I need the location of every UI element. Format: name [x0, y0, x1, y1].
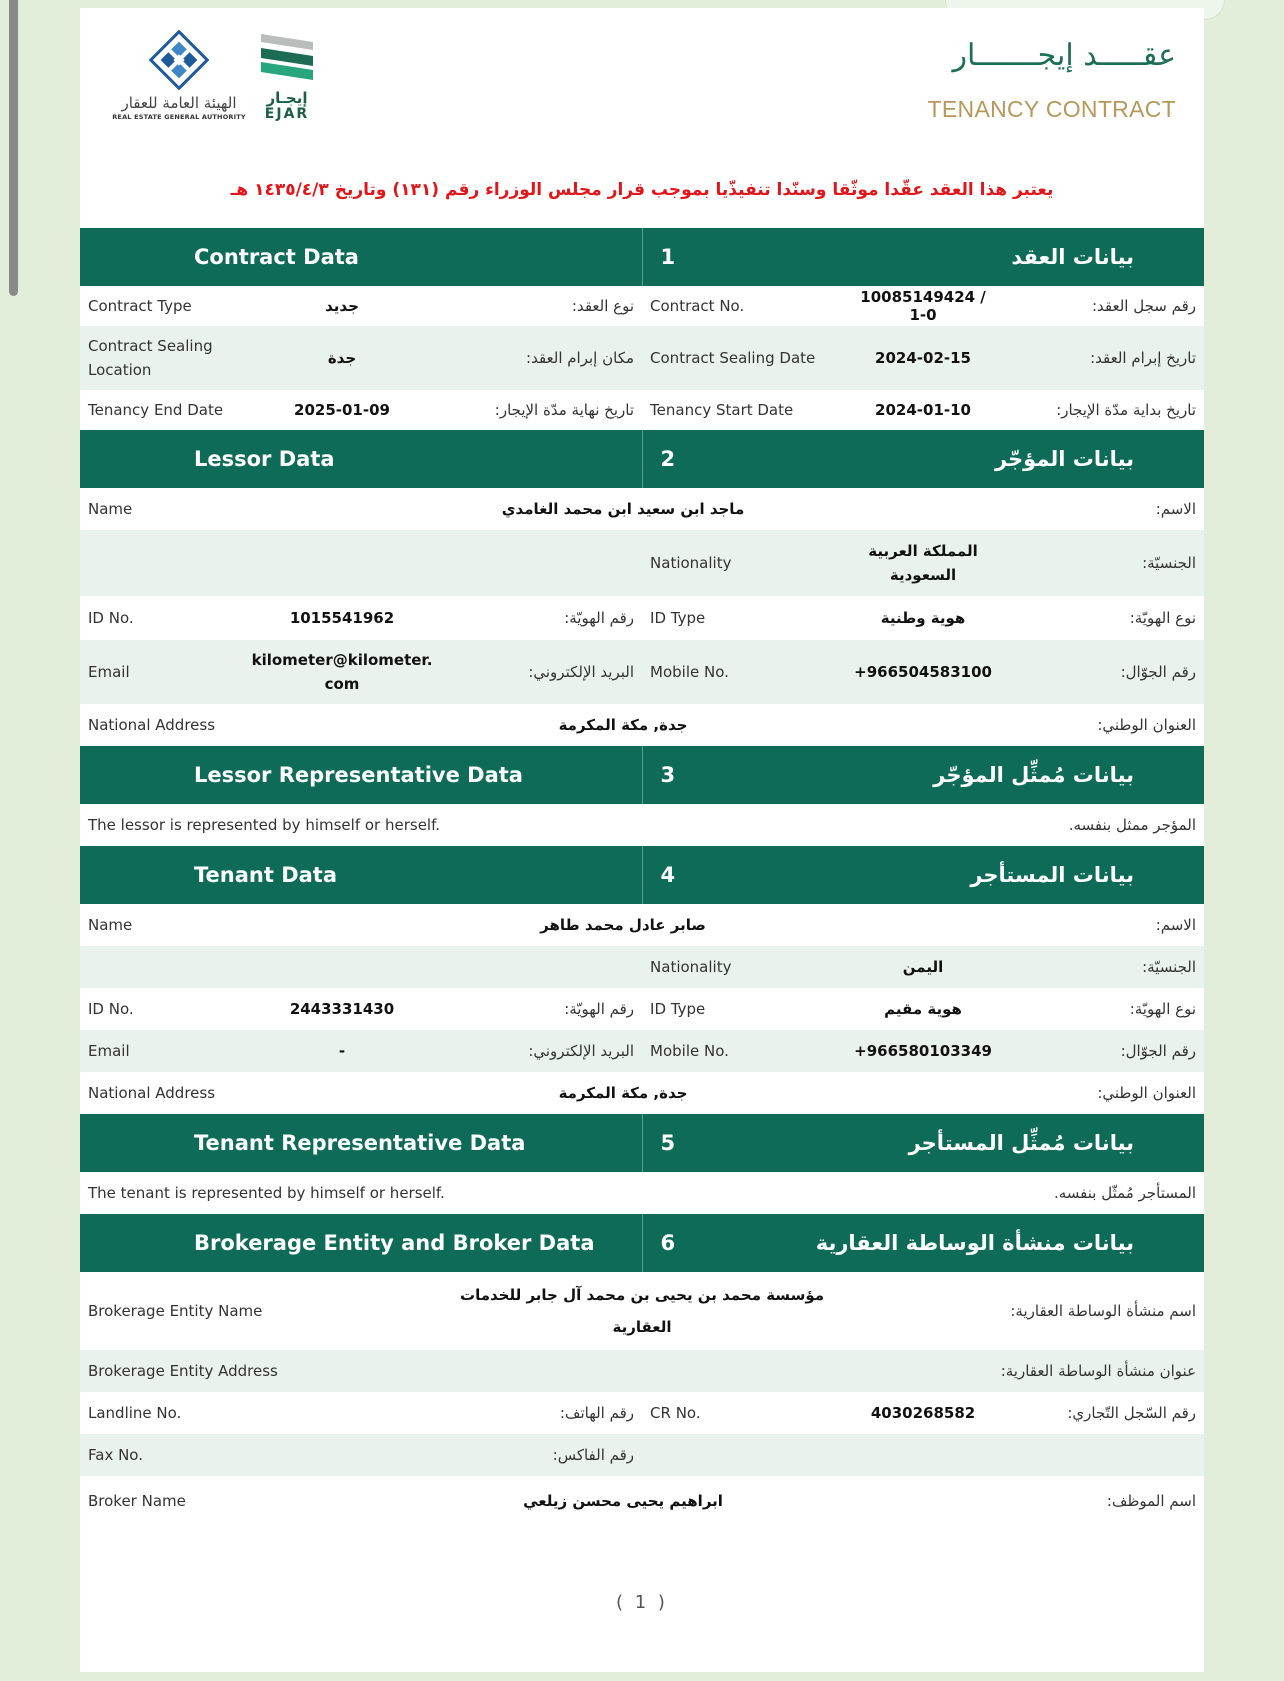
field-label-ar: البريد الإلكتروني:	[442, 640, 642, 704]
table-row	[80, 390, 1204, 430]
table-row	[80, 704, 1204, 746]
field-label-en: Contract Sealing Location	[80, 326, 242, 390]
field-label-ar: عنوان منشأة الوساطة العقارية:	[642, 1350, 1204, 1392]
table-row	[80, 804, 1204, 846]
section-number: 4	[660, 863, 676, 887]
contract-table	[80, 228, 1204, 1526]
field-label-ar: رقم الهويّة:	[442, 988, 642, 1030]
ejar-name-en: EJAR	[264, 106, 310, 122]
section-title-en: Lessor Representative Data	[80, 746, 642, 804]
field-value: 1015541962	[242, 596, 442, 640]
field-value: 2025-01-09	[242, 390, 442, 430]
ejar-logo	[252, 30, 322, 122]
field-label-en: Email	[80, 1030, 242, 1072]
field-label-ar: رقم السّجل التّجاري:	[1004, 1392, 1204, 1434]
field-label-en: National Address	[80, 1072, 242, 1114]
table-row	[80, 1030, 1204, 1072]
field-value: جدة, مكة المكرمة	[242, 704, 1004, 746]
section-title-ar: بيانات المؤجّر	[994, 447, 1135, 471]
table-row	[80, 1350, 1204, 1392]
field-label-en: ID Type	[642, 596, 842, 640]
field-label-en: Email	[80, 640, 242, 704]
field-label-ar: الجنسيّة:	[1004, 530, 1204, 596]
table-row	[80, 596, 1204, 640]
field-value: 10085149424 / 1-0	[842, 286, 1004, 326]
section-header-tenant	[80, 846, 1204, 904]
table-row	[80, 1392, 1204, 1434]
rega-name-ar: الهيئة العامة للعقار	[121, 94, 237, 112]
document-header	[80, 8, 1204, 228]
field-value: هوية مقيم	[842, 988, 1004, 1030]
field-label-ar: رقم الفاكس:	[442, 1434, 642, 1476]
field-label-ar: تاريخ نهاية مدّة الإيجار:	[442, 390, 642, 430]
field-label-en: Mobile No.	[642, 1030, 842, 1072]
scrollbar-thumb[interactable]	[9, 0, 18, 296]
section-header-contract	[80, 228, 1204, 286]
field-label-ar: الاسم:	[1004, 904, 1204, 946]
field-value: +966504583100	[842, 640, 1004, 704]
field-label-ar: البريد الإلكتروني:	[442, 1030, 642, 1072]
field-label-en: Tenancy End Date	[80, 390, 242, 430]
field-value: مؤسسة محمد بن يحيى بن محمد آل جابر للخدمات العقارية	[442, 1272, 842, 1350]
section-number: 5	[660, 1131, 676, 1155]
field-value: جديد	[242, 286, 442, 326]
field-label-ar: المستأجر مُمثّل بنفسه.	[642, 1172, 1204, 1214]
field-label-ar: الاسم:	[1004, 488, 1204, 530]
field-value: اليمن	[842, 946, 1004, 988]
section-number: 2	[660, 447, 676, 471]
field-value: 2024-02-15	[842, 326, 1004, 390]
field-label-en: Contract Sealing Date	[642, 326, 842, 390]
field-label-en: Brokerage Entity Address	[80, 1350, 642, 1392]
rega-logo	[104, 30, 254, 121]
field-value: ماجد ابن سعيد ابن محمد الغامدي	[242, 488, 1004, 530]
rega-emblem-icon	[149, 30, 209, 90]
field-label-en: Tenancy Start Date	[642, 390, 842, 430]
field-label-en: Broker Name	[80, 1476, 242, 1526]
section-title-en: Lessor Data	[80, 430, 642, 488]
field-label-en: ID No.	[80, 988, 242, 1030]
field-value: +966580103349	[842, 1030, 1004, 1072]
table-row	[80, 904, 1204, 946]
section-header-brokerage	[80, 1214, 1204, 1272]
field-label-en: The lessor is represented by himself or herself.	[80, 804, 642, 846]
section-header-lessor	[80, 430, 1204, 488]
field-label-en: CR No.	[642, 1392, 842, 1434]
section-title-ar: بيانات مُمثِّل المستأجر	[908, 1131, 1135, 1155]
field-label-ar: اسم الموظف:	[1004, 1476, 1204, 1526]
field-label-en: Fax No.	[80, 1434, 242, 1476]
section-title-en: Brokerage Entity and Broker Data	[80, 1214, 642, 1272]
section-title-ar: بيانات منشأة الوساطة العقارية	[815, 1231, 1135, 1255]
table-row	[80, 488, 1204, 530]
ejar-emblem-icon	[257, 30, 317, 86]
field-label-ar: نوع الهويّة:	[1004, 596, 1204, 640]
field-label-en: Contract Type	[80, 286, 242, 326]
field-value: ابراهيم يحيى محسن زيلعي	[242, 1476, 1004, 1526]
table-row	[80, 326, 1204, 390]
field-label-ar: العنوان الوطني:	[1004, 1072, 1204, 1114]
field-value: هوية وطنية	[842, 596, 1004, 640]
table-row	[80, 1172, 1204, 1214]
table-row	[80, 1272, 1204, 1350]
table-row	[80, 1072, 1204, 1114]
field-label-ar: اسم منشأة الوساطة العقارية:	[842, 1272, 1204, 1350]
field-label-en: Name	[80, 488, 242, 530]
field-label-en: ID No.	[80, 596, 242, 640]
field-label-en: Name	[80, 904, 242, 946]
field-label-ar: رقم الهاتف:	[442, 1392, 642, 1434]
legal-notice: يعتبر هذا العقد عقّدا موثّقا وسنّدا تنفيذّيا بموجب قرار مجلس الوزراء رقم (١٣١) وتاريخ ١٤٣٥/٤/٣ هـ	[230, 180, 1054, 200]
section-number: 3	[660, 763, 676, 787]
field-value: جدة	[242, 326, 442, 390]
field-label-en: The tenant is represented by himself or herself.	[80, 1172, 642, 1214]
table-row	[80, 640, 1204, 704]
field-label-ar: نوع الهويّة:	[1004, 988, 1204, 1030]
field-label-ar: تاريخ بداية مدّة الإيجار:	[1004, 390, 1204, 430]
rega-name-en: REAL ESTATE GENERAL AUTHORITY	[112, 113, 246, 121]
section-title-en: Contract Data	[80, 228, 642, 286]
field-label-en: Mobile No.	[642, 640, 842, 704]
field-label-en: National Address	[80, 704, 242, 746]
section-title-ar: بيانات مُمثِّل المؤجّر	[933, 763, 1135, 787]
section-title-ar: بيانات العقد	[1011, 245, 1135, 269]
field-label-ar: العنوان الوطني:	[1004, 704, 1204, 746]
field-value: جدة, مكة المكرمة	[242, 1072, 1004, 1114]
section-title-ar: بيانات المستأجر	[970, 863, 1135, 887]
field-label-en: Landline No.	[80, 1392, 242, 1434]
section-number: 6	[660, 1231, 676, 1255]
field-value: المملكة العربية السعودية	[842, 530, 1004, 596]
field-label-en: Nationality	[642, 530, 842, 596]
section-number: 1	[660, 245, 676, 269]
field-value: صابر عادل محمد طاهر	[242, 904, 1004, 946]
field-label-ar: تاريخ إبرام العقد:	[1004, 326, 1204, 390]
field-label-ar: رقم الجوّال:	[1004, 1030, 1204, 1072]
field-label-en: Contract No.	[642, 286, 842, 326]
field-value: 2443331430	[242, 988, 442, 1030]
table-row	[80, 286, 1204, 326]
field-label-en: Brokerage Entity Name	[80, 1272, 442, 1350]
field-label-ar: المؤجر ممثل بنفسه.	[642, 804, 1204, 846]
field-value: 4030268582	[842, 1392, 1004, 1434]
table-row	[80, 946, 1204, 988]
title-arabic: عقـــــد إيجـــــــار	[952, 38, 1176, 73]
field-label-ar: الجنسيّة:	[1004, 946, 1204, 988]
field-label-en: ID Type	[642, 988, 842, 1030]
contract-page	[80, 8, 1204, 1672]
field-label-ar: رقم سجل العقد:	[1004, 286, 1204, 326]
table-row	[80, 530, 1204, 596]
field-label-ar: رقم الهويّة:	[442, 596, 642, 640]
table-row	[80, 1434, 1204, 1476]
table-row	[80, 988, 1204, 1030]
field-label-ar: رقم الجوّال:	[1004, 640, 1204, 704]
section-header-lessor-rep	[80, 746, 1204, 804]
field-label-ar: نوع العقد:	[442, 286, 642, 326]
table-row	[80, 1476, 1204, 1526]
field-label-ar: مكان إبرام العقد:	[442, 326, 642, 390]
section-title-en: Tenant Representative Data	[80, 1114, 642, 1172]
field-value: 2024-01-10	[842, 390, 1004, 430]
field-value: kilometer@kilometer.com	[242, 640, 442, 704]
ejar-name-ar: إيجـار	[266, 89, 308, 107]
field-label-en: Nationality	[642, 946, 842, 988]
section-title-en: Tenant Data	[80, 846, 642, 904]
field-value: -	[242, 1030, 442, 1072]
page-number: ( 1 )	[616, 1592, 668, 1613]
title-english: TENANCY CONTRACT	[927, 96, 1176, 122]
section-header-tenant-rep	[80, 1114, 1204, 1172]
